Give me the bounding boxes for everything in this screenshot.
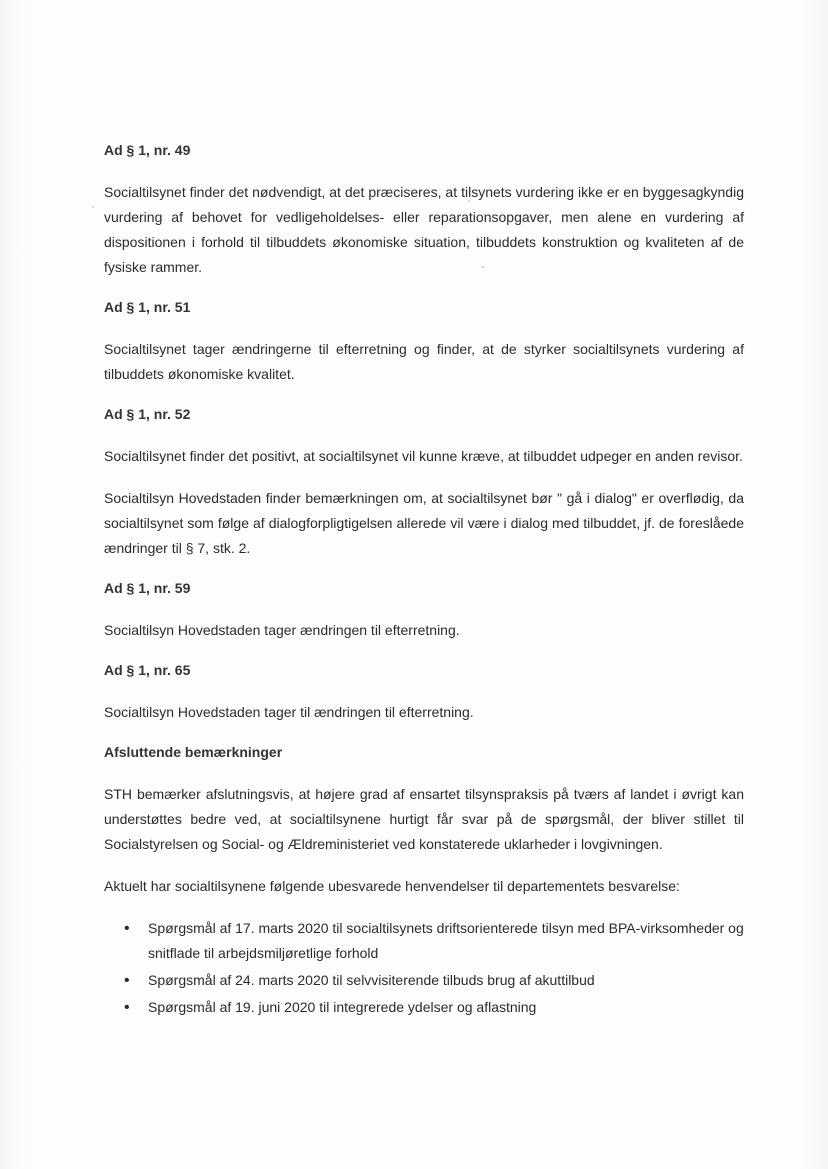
paragraph: Socialtilsynet tager ændringerne til efterretning og finder, at de styrker socialtilsynets vurdering af tilbuddets økonomiske kvalitet. bbox=[104, 341, 744, 382]
paragraph: STH bemærker afslutningsvis, at højere grad af ensartet tilsynspraksis på tværs af landet i øvrigt kan understøttes bedre ved, at socialtilsynene hurtigt får svar på de spørgsmål, der bliver stillet til Socialstyrelsen og Social- og Ældreministeriet ved konstaterede uklarheder i lovgivningen. bbox=[104, 786, 744, 852]
section-heading: Ad § 1, nr. 65 bbox=[104, 662, 191, 678]
paragraph: Socialtilsynet finder det nødvendigt, at det præciseres, at tilsynets vurdering ikke er en byggesagkyndig vurdering af behovet for vedligeholdelses- eller reparationsopgaver, men alene en vurdering af dispositionen i forhold til tilbuddets økonomiske situation, tilbuddets konstruktion og kvaliteten af de fysiske rammer. bbox=[104, 184, 744, 275]
list-item-text: Spørgsmål af 19. juni 2020 til integrerede ydelser og aflastning bbox=[148, 999, 537, 1015]
section-heading: Ad § 1, nr. 59 bbox=[104, 580, 191, 596]
section-ad-1-65 bbox=[104, 660, 744, 725]
list-item bbox=[124, 916, 744, 966]
document-body bbox=[104, 140, 744, 1022]
paragraph: Socialtilsyn Hovedstaden tager ændringen til efterretning. bbox=[104, 622, 460, 638]
section-heading: Ad § 1, nr. 49 bbox=[104, 142, 191, 158]
section-heading: Ad § 1, nr. 52 bbox=[104, 406, 191, 422]
bullet-icon: • bbox=[124, 999, 130, 1016]
paragraph: Aktuelt har socialtilsynene følgende ubesvarede henvendelser til departementets besvarelse: bbox=[104, 878, 680, 894]
list-item-text: Spørgsmål af 24. marts 2020 til selvvisiterende tilbuds brug af akuttilbud bbox=[148, 972, 595, 988]
section-ad-1-51 bbox=[104, 297, 744, 387]
scan-speck bbox=[92, 206, 94, 208]
section-heading: Afsluttende bemærkninger bbox=[104, 744, 283, 760]
list-item bbox=[124, 968, 744, 993]
bullet-icon: • bbox=[124, 920, 130, 937]
section-heading: Ad § 1, nr. 51 bbox=[104, 299, 191, 315]
list-item bbox=[124, 995, 744, 1020]
section-afsluttende-bemaerkninger bbox=[104, 742, 744, 899]
section-ad-1-49 bbox=[104, 140, 744, 280]
section-ad-1-59 bbox=[104, 578, 744, 643]
paragraph: Socialtilsyn Hovedstaden tager til ændringen til efterretning. bbox=[104, 704, 474, 720]
paragraph: Socialtilsynet finder det positivt, at socialtilsynet vil kunne kræve, at tilbuddet udpeger en anden revisor. bbox=[104, 448, 743, 464]
bullet-list bbox=[104, 916, 744, 1020]
list-item-text: Spørgsmål af 17. marts 2020 til socialtilsynets driftsorienterede tilsyn med BPA-virksomheder og snitflade til arbejdsmiljøretlige forhold bbox=[148, 920, 744, 961]
section-ad-1-52 bbox=[104, 404, 744, 561]
paragraph: Socialtilsyn Hovedstaden finder bemærkningen om, at socialtilsynet bør " gå i dialog" er overflødig, da socialtilsynet som følge af dialogforpligtigelsen allerede vil være i dialog med tilbuddet, jf. de foreslåede ændringer til § 7, stk. 2. bbox=[104, 490, 744, 556]
bullet-icon: • bbox=[124, 972, 130, 989]
